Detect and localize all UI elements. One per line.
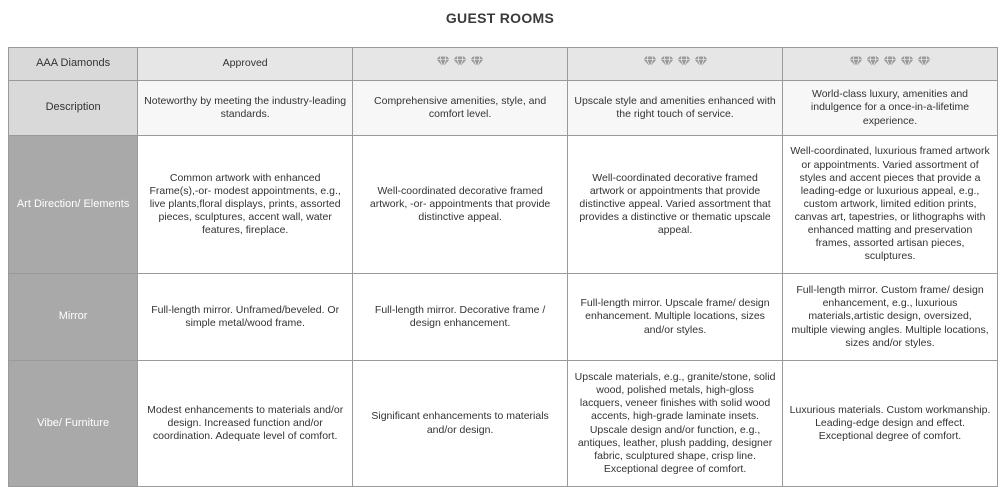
row-label: Art Direction/ Elements (9, 136, 138, 274)
table-cell: World-class luxury, amenities and indulgence for a once-in-a-lifetime experience. (783, 81, 998, 136)
table-cell: Upscale style and amenities enhanced with the right touch of service. (568, 81, 783, 136)
diamond-icon (470, 56, 484, 67)
table-cell: Full-length mirror. Decorative frame / design enhancement. (353, 274, 568, 361)
table-row (9, 136, 998, 274)
header-three-diamond (353, 48, 568, 81)
header-approved: Approved (138, 48, 353, 81)
page-title: GUEST ROOMS (445, 10, 555, 26)
diamond-icon (643, 56, 657, 67)
table-cell: Significant enhancements to materials and/or design. (353, 361, 568, 487)
row-label: Vibe/ Furniture (9, 361, 138, 487)
header-five-diamond (783, 48, 998, 81)
diamond-icon (866, 56, 880, 67)
table-cell: Full-length mirror. Upscale frame/ design enhancement. Multiple locations, sizes and/or styles. (568, 274, 783, 361)
table-row (9, 361, 998, 487)
table-cell: Full-length mirror. Unframed/beveled. Or simple metal/wood frame. (138, 274, 353, 361)
table-cell: Luxurious materials. Custom workmanship. Leading-edge design and effect. Exceptional degree of comfort. (783, 361, 998, 487)
table-cell: Comprehensive amenities, style, and comfort level. (353, 81, 568, 136)
table-cell: Common artwork with enhanced Frame(s),-or- modest appointments, e.g., live plants,floral displays, prints, assorted pieces, sculptures, accent wall, water features, fireplace. (138, 136, 353, 274)
guest-rooms-table (8, 47, 998, 487)
diamond-icon (677, 56, 691, 67)
diamond-rating (643, 56, 708, 67)
table-row (9, 274, 998, 361)
header-row (9, 48, 998, 81)
diamond-icon (453, 56, 467, 67)
row-label: Mirror (9, 274, 138, 361)
table-cell: Well-coordinated, luxurious framed artwork or appointments. Varied assortment of styles and accent pieces that provide a leading-edge or luxurious appeal, e.g., custom artwork, limited edition prints, canvas art, tapestries, or lithographs with enhanced matting and preservation frames, assorted artisan pieces, sculptures. (783, 136, 998, 274)
diamond-icon (849, 56, 863, 67)
diamond-rating (849, 56, 931, 67)
diamond-icon (883, 56, 897, 67)
table-cell: Well-coordinated decorative framed artwork, -or- appointments that provide distinctive appeal. (353, 136, 568, 274)
table-cell: Upscale materials, e.g., granite/stone, solid wood, polished metals, high-gloss lacquers, veneer finishes with solid wood accents, high-grade laminate insets. Upscale design and/or function, e.g., antiques, leather, plush padding, designer fabric, sculptured shape, crisp line. Exceptional degree of comfort. (568, 361, 783, 487)
diamond-icon (660, 56, 674, 67)
table-cell: Noteworthy by meeting the industry-leading standards. (138, 81, 353, 136)
diamond-icon (900, 56, 914, 67)
diamond-icon (917, 56, 931, 67)
diamond-icon (694, 56, 708, 67)
table-cell: Full-length mirror. Custom frame/ design enhancement, e.g., luxurious materials,artistic design, oversized, multiple viewing angles. Multiple locations, sizes and/or styles. (783, 274, 998, 361)
header-four-diamond (568, 48, 783, 81)
table-cell: Well-coordinated decorative framed artwork or appointments that provide distinctive appeal. Varied assortment that provides a distinctive or thematic upscale appeal. (568, 136, 783, 274)
header-label: AAA Diamonds (9, 48, 138, 81)
table-row (9, 81, 998, 136)
diamond-icon (436, 56, 450, 67)
diamond-rating (436, 56, 484, 67)
table-cell: Modest enhancements to materials and/or design. Increased function and/or coordination. Adequate level of comfort. (138, 361, 353, 487)
row-label: Description (9, 81, 138, 136)
